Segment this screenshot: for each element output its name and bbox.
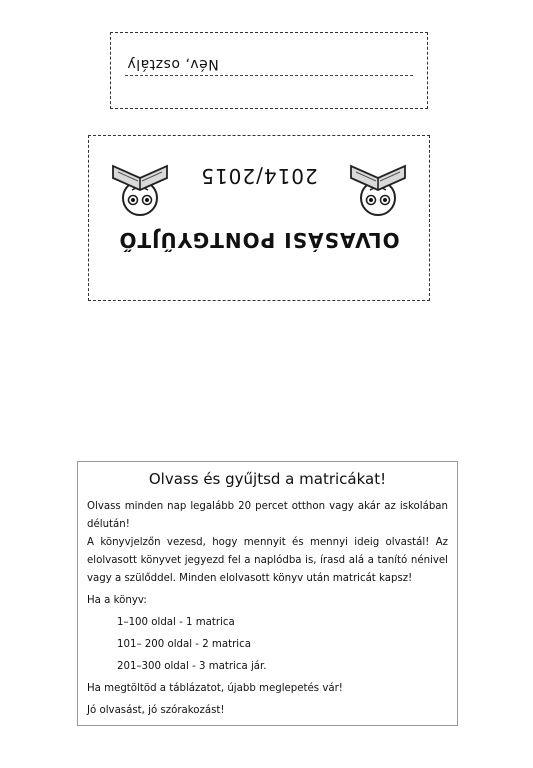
tier-item: 201–300 oldal - 3 matrica jár. bbox=[117, 661, 267, 672]
tier-item: 1–100 oldal - 1 matrica bbox=[117, 617, 235, 628]
name-class-label: Név, osztály bbox=[127, 56, 219, 72]
cover-box bbox=[88, 135, 430, 301]
rules-closing: Jó olvasást, jó szórakozást! bbox=[87, 705, 225, 716]
rules-paragraph-log: A könyvjelzőn vezesd, hogy mennyit és mennyi ideig olvastál! Az elolvasott könyvet jegyezd fel a naplódba is, írasd alá a tanító nénivel vagy a szülőddel. Minden elolvasott könyv után matricát kapsz! bbox=[87, 537, 448, 584]
rules-if-label: Ha a könyv: bbox=[87, 595, 147, 606]
name-label-box bbox=[110, 32, 428, 109]
rules-surprise: Ha megtöltöd a táblázatot, újabb meglepetés vár! bbox=[87, 683, 343, 694]
rules-box bbox=[77, 461, 458, 726]
kid-with-book-icon bbox=[347, 156, 409, 222]
rules-paragraph-daily: Olvass minden nap legalább 20 percet otthon vagy akár az iskolában délután! bbox=[87, 501, 448, 530]
rules-title: Olvass és gyűjtsd a matricákat! bbox=[148, 470, 387, 488]
kid-with-book-icon bbox=[109, 156, 171, 222]
name-write-line bbox=[125, 75, 413, 76]
cover-year: 2014/2015 bbox=[200, 164, 318, 188]
cover-rotated bbox=[89, 136, 429, 300]
name-label-rotated bbox=[111, 33, 427, 108]
cover-title: OLVASÁSI PONTGYŰJTŐ bbox=[118, 228, 400, 252]
tier-item: 101– 200 oldal - 2 matrica bbox=[117, 639, 251, 650]
